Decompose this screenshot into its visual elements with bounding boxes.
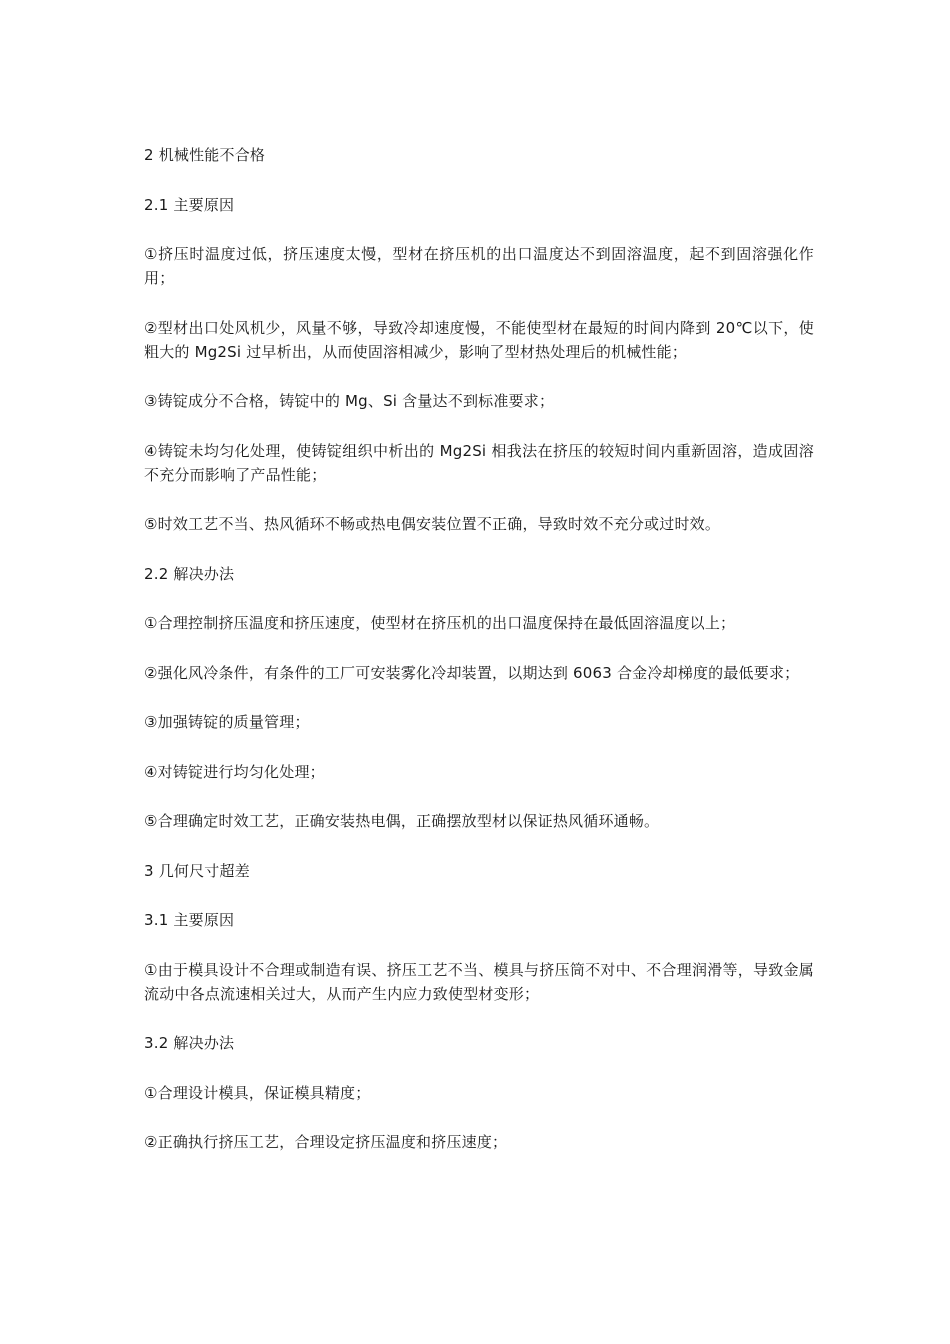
solution-item-4: ④对铸锭进行均匀化处理； [144,762,325,781]
solution-item-3-2: ②正确执行挤压工艺，合理设定挤压温度和挤压速度； [144,1133,508,1151]
document-body [144,143,814,1154]
section-2-1-heading: 2.1 主要原因 [144,195,235,214]
cause-item-3-1: ①由于模具设计不合理或制造有误、挤压工艺不当、模具与挤压筒不对中、不合理润滑等，导致金属流动中各点流速相关过大，从而产生内应力致使型材变形； [144,960,814,1003]
section-3-1-heading: 3.1 主要原因 [144,911,235,929]
solution-item-3: ③加强铸锭的质量管理； [144,713,310,731]
solution-item-2: ②强化风冷条件，有条件的工厂可安装雾化冷却装置，以期达到 6063 合金冷却梯度的最低要求； [144,663,800,682]
solution-item-3-1: ①合理设计模具，保证模具精度； [144,1083,371,1102]
cause-item-1: ①挤压时温度过低，挤压速度太慢，型材在挤压机的出口温度达不到固溶温度，起不到固溶强化作用； [144,245,814,287]
section-3-heading: 3 几何尺寸超差 [144,861,250,880]
cause-item-3: ③铸锭成分不合格，铸锭中的 Mg、Si 含量达不到标准要求； [144,392,555,410]
cause-item-4: ④铸锭未均匀化处理，使铸锭组织中析出的 Mg2Si 相我法在挤压的较短时间内重新固溶，造成固溶不充分而影响了产品性能； [144,441,814,484]
cause-item-5: ⑤时效工艺不当、热风循环不畅或热电偶安装位置不正确，导致时效不充分或过时效。 [144,515,721,533]
section-3-2-heading: 3.2 解决办法 [144,1034,235,1052]
solution-item-5: ⑤合理确定时效工艺，正确安装热电偶，正确摆放型材以保证热风循环通畅。 [144,812,660,830]
section-2-2-heading: 2.2 解决办法 [144,564,235,583]
solution-item-1: ①合理控制挤压温度和挤压速度，使型材在挤压机的出口温度保持在最低固溶温度以上； [144,614,736,632]
cause-item-2: ②型材出口处风机少，风量不够，导致冷却速度慢，不能使型材在最短的时间内降到 20℃以下，使粗大的 Mg2Si 过早析出，从而使固溶相减少，影响了型材热处理后的机械性能； [144,318,814,361]
section-2-heading: 2 机械性能不合格 [144,146,266,164]
